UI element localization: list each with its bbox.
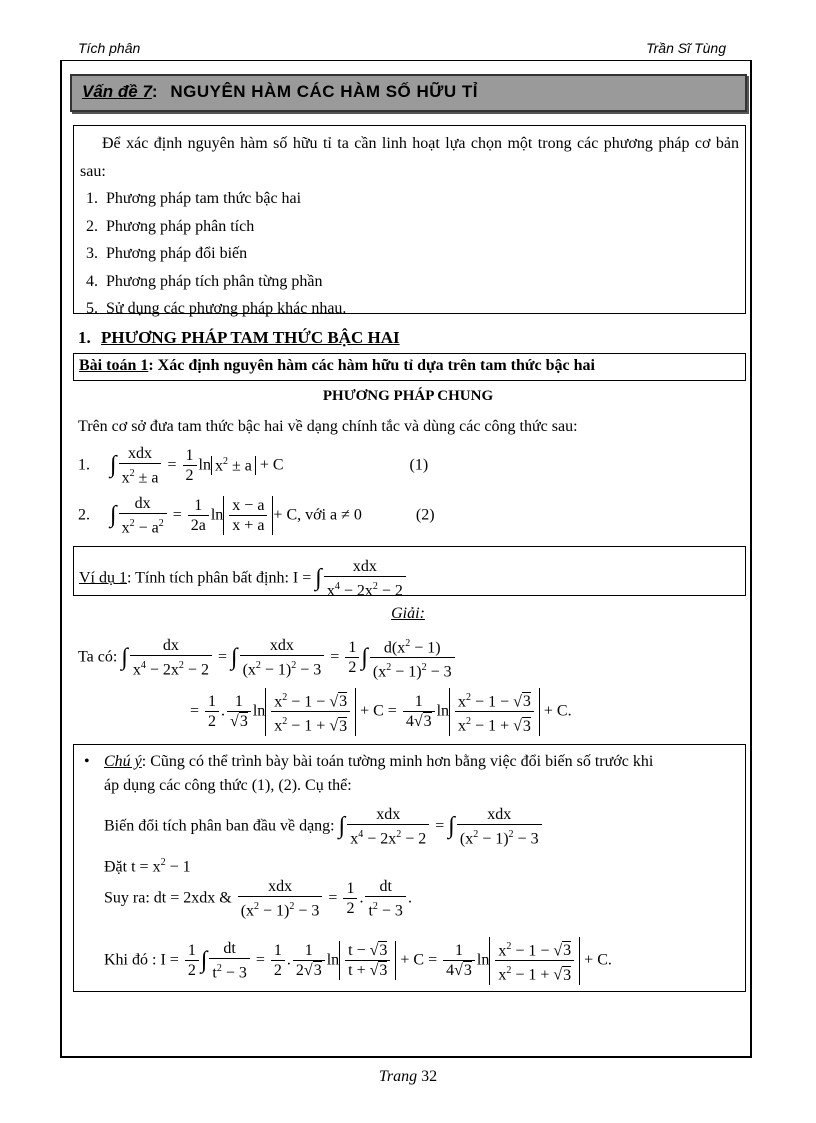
section-title: PHƯƠNG PHÁP TAM THỨC BẬC HAI bbox=[101, 328, 400, 347]
topic-prefix: Vấn đề 7 bbox=[82, 82, 152, 101]
note-box bbox=[73, 744, 746, 992]
formula-1: 1. ∫ $\frac{\text{xdx}}{x^2 \pm a}$ = $\frac{1}{2}$ $\ln x^2 \pm a + C$ (1) bbox=[78, 445, 429, 487]
topic-title: NGUYÊN HÀM CÁC HÀM SỐ HỮU TỈ bbox=[170, 82, 478, 101]
problem-box bbox=[73, 353, 746, 381]
example-text: : Tính tích phân bất định: I = bbox=[127, 569, 312, 587]
section-heading bbox=[78, 328, 400, 348]
note-bullet: • bbox=[84, 753, 90, 770]
section-num: 1. bbox=[78, 328, 91, 347]
page-footer bbox=[0, 1068, 816, 1086]
solution-taco: Ta có: bbox=[78, 648, 118, 666]
formula-1-tag: (1) bbox=[409, 456, 429, 474]
footer-label: Trang bbox=[378, 1068, 418, 1085]
solution-line-1: Ta có: ∫ $\frac{dx}{x^4 - 2x^2 - 2}$ = ∫ $\frac{\text{xdx}}{(x^2 - 1)^2 - 3}$ = $\frac{1}{2}$ ∫ $\frac{d(x^2 - 1)}{(x^2 - 1)^2 - 3}$ bbox=[78, 634, 457, 682]
topic-sep: : bbox=[151, 82, 158, 101]
solution-heading: Giải: bbox=[391, 605, 425, 622]
header-right: Trần Sĩ Tùng bbox=[646, 40, 726, 56]
intro-paragraph: Để xác định nguyên hàm số hữu tỉ ta cần linh hoạt lựa chọn một trong các phương pháp cơ bản sau: bbox=[80, 135, 739, 180]
method-intro: Trên cơ sở đưa tam thức bậc hai về dạng chính tắc và dùng các công thức sau: bbox=[78, 418, 578, 435]
note-text-1: : Cũng có thể trình bày bài toán tường minh hơn bằng việc đổi biến số trước khi bbox=[141, 753, 654, 770]
note-line-1 bbox=[104, 753, 653, 771]
note-label: Chú ý bbox=[104, 753, 142, 770]
list-item: 3. Phương pháp đổi biến bbox=[102, 240, 739, 268]
note-khido: Khi đó : I = $\frac{1}{2}$ ∫ $\frac{dt}{t^2 - 3}$ = $\frac{1}{2}$ . $\frac{1}{2√3}$ ln $\frac{t - √3}{t + √3}$ + C = $\frac{1}{4√3}$ ln $\frac{x^2 - 1 - √3}{x^2 - 1 + √3}$ + C. bbox=[104, 937, 612, 985]
formula-2: 2. ∫ $\frac{dx}{x^2 - a^2}$ = $\frac{1}{2a}$ ln $\frac{x - a}{x + a}$ + C, với a ≠ 0 (2) bbox=[78, 495, 435, 537]
note-set: Đặt $t = x^2 - 1$ bbox=[104, 857, 191, 876]
method-heading: PHƯƠNG PHÁP CHUNG bbox=[322, 388, 494, 404]
problem-label: Bài toán 1 bbox=[79, 357, 149, 374]
page-number: 32 bbox=[421, 1068, 438, 1085]
solution-line-2: = $\frac{1}{2}$ . $\frac{1}{√3}$ ln $\frac{x^2 - 1 - √3}{x^2 - 1 + √3}$ + C = $\frac{1}{4√3}$ ln $\frac{x^2 - 1 - √3}{x^2 - 1 + √3}$ + C. bbox=[190, 688, 572, 736]
note-text-2: áp dụng các công thức (1), (2). Cụ thể: bbox=[104, 777, 352, 794]
list-item: 2. Phương pháp phân tích bbox=[102, 213, 739, 241]
list-item: 4. Phương pháp tích phân từng phần bbox=[102, 268, 739, 296]
list-item: 5. Sử dụng các phương pháp khác nhau. bbox=[102, 295, 739, 323]
formula-2-tag: (2) bbox=[415, 506, 435, 524]
formula-2-num: 2. bbox=[78, 506, 90, 524]
header-left: Tích phân bbox=[78, 40, 141, 56]
intro-box bbox=[73, 125, 746, 317]
topic-banner bbox=[70, 74, 747, 112]
note-suyra: Suy ra: dt = 2xdx & $\frac{\text{xdx}}{(x^2 - 1)^2 - 3}$ = $\frac{1}{2}$ . $\frac{dt}{t^2 - 3}$ . bbox=[104, 878, 412, 920]
example-box: Ví dụ 1: Tính tích phân bất định: I = ∫ $\frac{\text{xdx}}{x^4 - 2x^2 - 2}$ bbox=[73, 546, 746, 596]
example-label: Ví dụ 1 bbox=[79, 569, 127, 587]
method-list bbox=[80, 185, 739, 323]
problem-text: : Xác định nguyên hàm các hàm hữu tỉ dựa trên tam thức bậc hai bbox=[148, 357, 595, 374]
list-item: 1. Phương pháp tam thức bậc hai bbox=[102, 185, 739, 213]
note-transform: Biến đổi tích phân ban đầu về dạng: ∫ $\frac{\text{xdx}}{x^4 - 2x^2 - 2}$ = ∫ $\frac{\text{xdx}}{(x^2 - 1)^2 - 3}$ bbox=[104, 805, 544, 848]
formula-2-suffix: + C, với a ≠ 0 bbox=[273, 506, 362, 524]
formula-1-num: 1. bbox=[78, 456, 90, 474]
